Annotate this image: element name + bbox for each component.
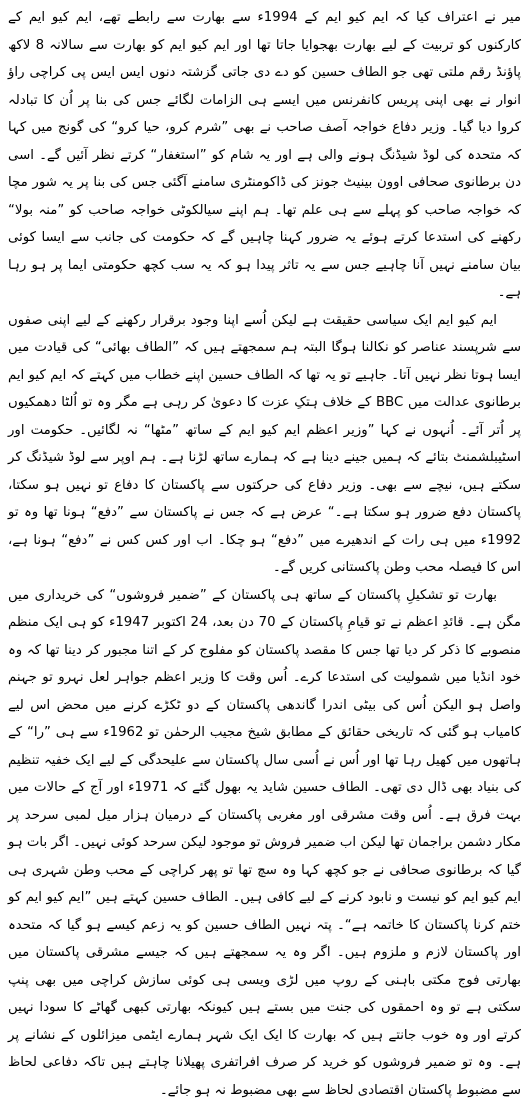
article-paragraph-1: میر نے اعتراف کیا کہ ایم کیو ایم کے 1994ء سے بھارت سے رابطے تھے، ایم کیو ایم کے کارکنوں کو تربیت کے لیے بھارت بھجوایا جاتا تھا اور ایم کیو ایم کو بھارت سے سالانہ 8 لاکھ پاؤنڈ رقم ملتی تھی جو الطاف حسین کو دے دی جاتی گزشتہ دنوں ایس ایس پی کراچی راؤ انوار نے بھی اپنی پریس کانفرنس میں ایسے ہی الزامات لگائے جس کی بنا پر اُن کا تبادلہ کروا دیا گیا۔ وزیر دفاع خواجہ آصف صاحب نے بھی ”شرم کرو، حیا کرو“ کی گونج میں کہا کہ متحدہ کی لوڈ شیڈنگ ہونے والی ہے اور یہ شام کو ”استغفار“ کرتے نظر آئیں گے۔ اسی دن برطانوی صحافی اوون بینیٹ جونز کی ڈاکومنٹری سامنے آگئی جس کی بنا پر یہ شور مچا کہ خواجہ صاحب کو پہلے سے ہی علم تھا۔ ہم اپنے سیالکوٹی خواجہ صاحب کو ”منہ بولا“ رکھنے کی استدعا کرتے ہوئے یہ ضرور کہنا چاہیں گے کہ حکومت کی جانب سے ایسا کوئی بیان سامنے نہیں آنا چاہیے جس سے یہ تاثر پیدا ہو کہ یہ سب کچھ حکومتی ایما پر ہو رہا ہے۔ xyxy=(8,10,522,300)
article-paragraph-3: بھارت تو تشکیلِ پاکستان کے ساتھ ہی پاکستان کے ”ضمیر فروشوں“ کی خریداری میں مگن ہے۔ قائدِ اعظم نے تو قیامِ پاکستان کے 70 دن بعد، 24 اکتوبر 1947ء کو ہی ایک منظم منصوبے کا ذکر کر دیا تھا جس کا مقصد پاکستان کو مفلوج کر کے اتنا مجبور کر دینا تھا کہ وہ خود انڈیا میں شمولیت کی استدعا کرے۔ اُس وقت کا وزیر اعظم جواہر لعل نہرو تو جہنم واصل ہو الیکن اُس کی بیٹی اندرا گاندھی پاکستان کے دو ٹکڑے کرنے میں محض اس لیے کامیاب ہو گئی کہ تاریخی حقائق کے مطابق شیخ مجیب الرحمٰن تو 1962ء سے ہی ”را“ کے ہاتھوں میں کھیل رہا تھا اور اُس نے اُسی سال پاکستان سے علیحدگی کے لیے ایک خفیہ تنظیم کی بنیاد بھی ڈال دی تھی۔ الطاف حسین شاید یہ بھول گئے کہ 1971ء اور آج کے حالات میں بہت فرق ہے۔ اُس وقت مشرقی اور مغربی پاکستان کے درمیان ہزار میل لمبی سرحد پر مکار دشمن براجمان تھا لیکن اب ضمیر فروش تو موجود لیکن سرحد کوئی نہیں۔ اگر بات ہو گیا کہ برطانوی صحافی نے جو کچھ کہا وہ سچ تھا تو پھر کراچی کے محب وطن شہری ہی ایم کیو ایم کو نیست و نابود کرنے کے لیے کافی ہیں۔ الطاف حسین کہتے ہیں ”ایم کیو ایم کو ختم کرنا پاکستان کا خاتمہ ہے“۔ پتہ نہیں الطاف حسین کو یہ زعم کیسے ہو گیا کہ متحدہ اور پاکستان لازم و ملزوم ہیں۔ اگر وہ یہ سمجھتے ہیں کہ جیسے مشرقی پاکستان میں بھارتی فوج مکتی باہنی کے روپ میں لڑی ویسی ہی کوئی سازش کراچی میں بھی پنپ سکتی ہے تو وہ احمقوں کی جنت میں بستے ہیں کیونکہ بھارتی کبھی گھاٹے کا سودا نہیں کرتے اور وہ خوب جانتے ہیں کہ بھارت کا ایک ایک شہر ہمارے ایٹمی میزائلوں کے نشانے پر ہے۔ وہ تو ضمیر فروشوں کو خرید کر صرف افراتفری پھیلانا چاہتے ہیں تاکہ دفاعی لحاظ سے مضبوط پاکستان اقتصادی لحاظ سے بھی مضبوط نہ ہو جائے۔ xyxy=(8,587,522,1098)
article-paragraph-2: ایم کیو ایم ایک سیاسی حقیقت ہے لیکن اُسے اپنا وجود برقرار رکھنے کے لیے اپنی صفوں سے شرپسند عناصر کو نکالنا ہوگا البتہ ہم سمجھتے ہیں کہ ”الطاف بھائی“ کی قیادت میں ایسا ہوتا نظر نہیں آتا۔ جاہیے تو یہ تھا کہ الطاف حسین اپنے خطاب میں کہتے کہ ایم کیو ایم برطانوی عدالت میں BBC کے خلاف ہتکِ عزت کا دعویٰ کر رہی ہے مگر وہ تو اُلٹا دھمکیوں پر اُتر آئے۔ اُنہوں نے کہا ”وزیر اعظم ایم کیو ایم کے ساتھ ”مٹھا“ نہ لگائیں۔ حکومت اور اسٹیبلشمنٹ بتائے کہ ہمیں جینے دینا ہے کہ ہمارے ساتھ لڑنا ہے۔ ہم اوپر سے لوڈ شیڈنگ کر سکتے ہیں، نیچے سے بھی۔ وزیر دفاع کی حرکتوں سے پاکستان کا دفاع تو نہیں ہو سکتا، پاکستان دفع ضرور ہو سکتا ہے۔“ عرض ہے کہ جس نے پاکستان سے ”دفع“ ہونا تھا وہ تو 1992ء میں ہی رات کے اندھیرے میں ”دفع“ ہو چکا۔ اب اور کس کس نے ”دفع“ ہونا ہے، اس کا فیصلہ محب وطن پاکستانی کریں گے۔ xyxy=(8,312,521,575)
